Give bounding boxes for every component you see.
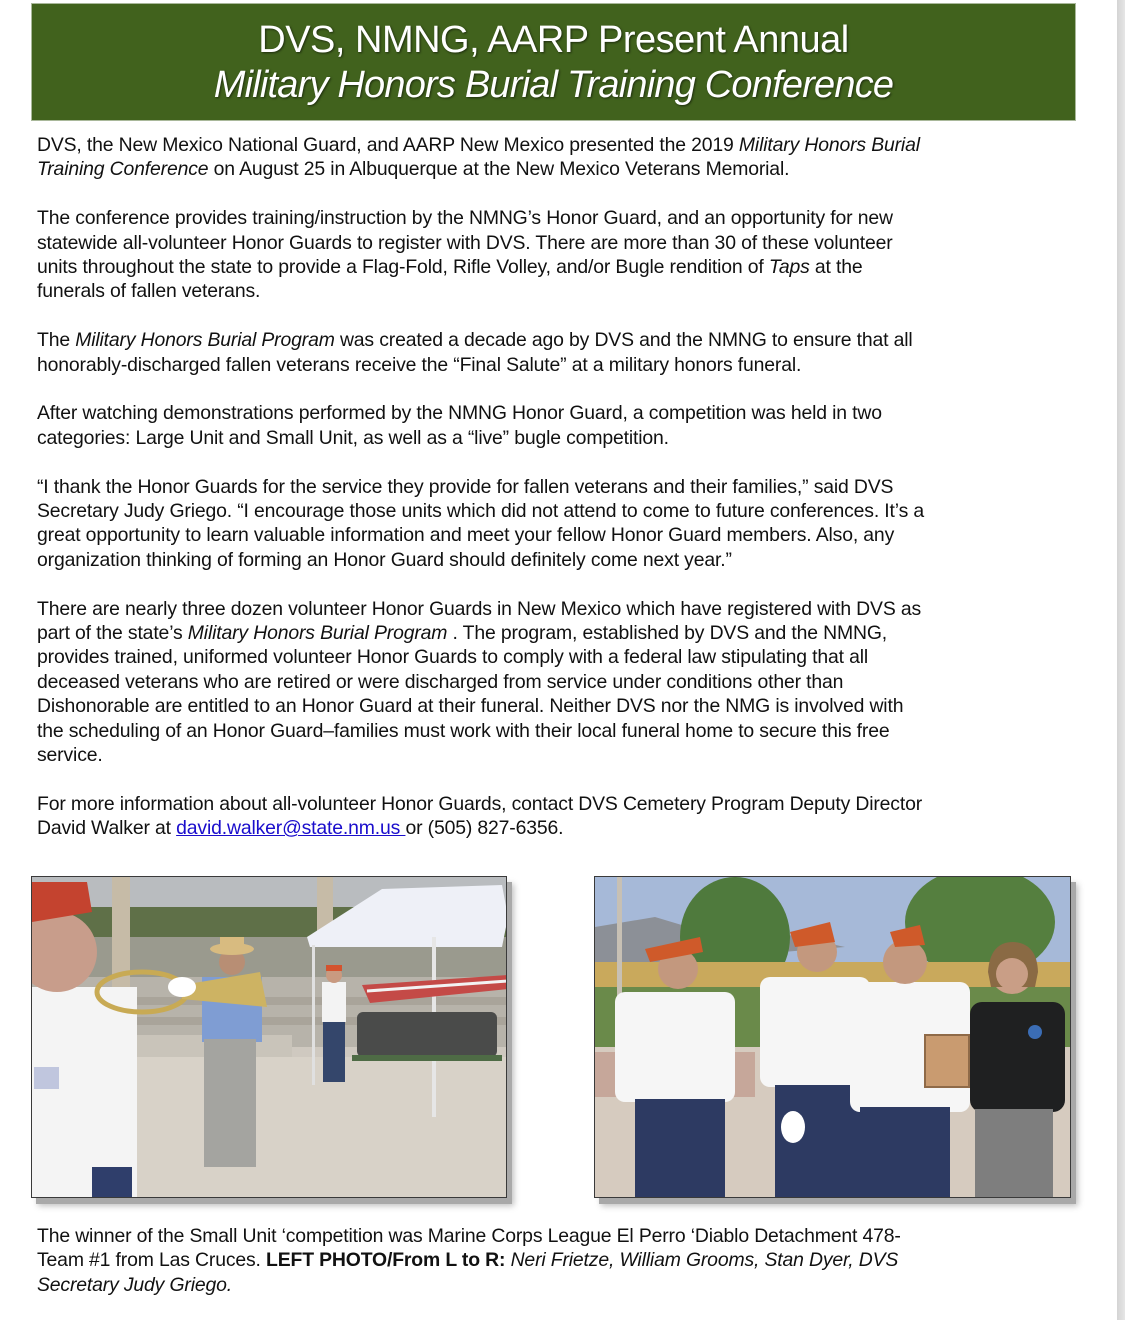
article-paragraph — [37, 597, 1097, 768]
italic-text: Taps — [768, 256, 810, 279]
text-line — [37, 133, 1097, 157]
text-line — [37, 499, 1097, 523]
text-run: The — [37, 329, 76, 352]
article-paragraph — [37, 475, 1097, 573]
text-run: great opportunity to learn valuable information and meet your fellow Honor Guard members. Also, any — [37, 524, 895, 547]
text-run: After watching demonstrations performed by the NMNG Honor Guard, a competition was held in two — [37, 402, 882, 425]
text-line — [37, 401, 1097, 425]
photo-left-bugler-ceremony — [31, 876, 507, 1198]
text-line — [37, 328, 1097, 352]
photo-bugler-casket-flag-fold-icon — [32, 877, 507, 1198]
text-line — [37, 621, 1097, 645]
text-run: funerals of fallen veterans. — [37, 280, 261, 303]
text-line — [37, 670, 1097, 694]
text-line — [37, 792, 1097, 816]
text-line — [37, 743, 1097, 767]
photo-four-people-plaque-icon — [595, 877, 1071, 1198]
text-run: was created a decade ago by DVS and the NMNG to ensure that all — [334, 329, 913, 352]
text-line — [37, 255, 1097, 279]
text-run: The winner of the Small Unit ‘competition was Marine Corps League El Perro ‘Diablo Detachment 478- — [37, 1225, 901, 1247]
article-paragraph — [37, 792, 1097, 841]
text-run: For more information about all-volunteer Honor Guards, contact DVS Cemetery Program Deputy Director — [37, 792, 923, 815]
text-line — [37, 231, 1097, 255]
page-edge-scrollbar — [1117, 0, 1125, 1320]
italic-text: Military Honors Burial Program — [187, 622, 448, 645]
text-run: organization thinking of forming an Honor Guard should definitely come next year.” — [37, 548, 732, 571]
text-line — [37, 523, 1097, 547]
text-run: the scheduling of an Honor Guard–families must work with their local funeral home to secure this free — [37, 719, 890, 742]
article-paragraph — [37, 133, 1097, 182]
italic-text: Neri Frietze, William Grooms, Stan Dyer, DVS — [510, 1249, 899, 1272]
italic-text: Military Honors Burial — [738, 134, 920, 156]
email-link[interactable]: david.walker@state.nm.us — [176, 817, 406, 840]
photo-caption — [37, 1224, 1097, 1297]
text-line — [37, 694, 1097, 718]
text-run: . The program, established by DVS and the NMNG, — [447, 622, 887, 645]
text-run: at the — [809, 256, 863, 279]
text-line — [37, 816, 1097, 840]
text-line — [37, 1273, 1097, 1297]
text-run: part of the state’s — [37, 622, 188, 645]
article-paragraph — [37, 328, 1097, 377]
text-run: service. — [37, 744, 103, 767]
text-line — [37, 1248, 1097, 1272]
page-title: DVS, NMNG, AARP Present Annual — [258, 19, 849, 61]
text-run: David Walker at — [37, 817, 177, 840]
text-line — [37, 206, 1097, 230]
text-line — [37, 645, 1097, 669]
text-run: honorably-discharged fallen veterans receive the “Final Salute” at a military honors funeral. — [37, 353, 802, 376]
text-run: The conference provides training/instruction by the NMNG’s Honor Guard, and an opportunity for new — [37, 207, 893, 230]
text-line — [37, 719, 1097, 743]
text-run: Dishonorable are entitled to an Honor Guard at their funeral. Neither DVS nor the NMG is involved with — [37, 695, 904, 718]
text-line — [37, 279, 1097, 303]
italic-text: Training Conference — [37, 158, 209, 181]
page-subtitle: Military Honors Burial Training Conference — [213, 64, 894, 106]
text-run: “I thank the Honor Guards for the service they provide for fallen veterans and their families,” said DVS — [37, 475, 894, 498]
text-run: There are nearly three dozen volunteer Honor Guards in New Mexico which have registered with DVS as — [37, 597, 922, 620]
text-line — [37, 548, 1097, 572]
text-line — [37, 426, 1097, 450]
text-run: units throughout the state to provide a Flag-Fold, Rifle Volley, and/or Bugle rendition of — [37, 256, 769, 279]
text-line — [37, 475, 1097, 499]
text-line — [37, 157, 1097, 181]
bold-label: LEFT PHOTO/From L to R: — [266, 1249, 506, 1272]
text-line — [37, 1224, 1097, 1248]
italic-text: Secretary Judy Griego. — [37, 1273, 232, 1296]
text-run: provides trained, uniformed volunteer Honor Guards to comply with a federal law stipulating that all — [37, 646, 869, 669]
text-line — [37, 353, 1097, 377]
text-run: or (505) 827-6356. — [405, 817, 564, 840]
text-run: DVS, the New Mexico National Guard, and AARP New Mexico presented the 2019 — [37, 134, 739, 156]
text-run: Secretary Judy Griego. “I encourage those units which did not attend to come to future conferences. It’s a — [37, 500, 924, 523]
article-body — [37, 133, 1097, 865]
photo-right-award-winners — [594, 876, 1071, 1198]
text-run: deceased veterans who are retired or were discharged from service under conditions other than — [37, 670, 844, 693]
article-paragraph — [37, 401, 1097, 450]
text-run: categories: Large Unit and Small Unit, as well as a “live” bugle competition. — [37, 426, 669, 449]
text-line — [37, 597, 1097, 621]
title-banner — [31, 3, 1076, 121]
article-paragraph — [37, 206, 1097, 304]
text-run: on August 25 in Albuquerque at the New Mexico Veterans Memorial. — [208, 158, 790, 181]
text-run: statewide all-volunteer Honor Guards to register with DVS. There are more than 30 of these volunteer — [37, 231, 893, 254]
text-run: Team #1 from Las Cruces. — [37, 1249, 267, 1272]
italic-text: Military Honors Burial Program — [75, 329, 335, 352]
